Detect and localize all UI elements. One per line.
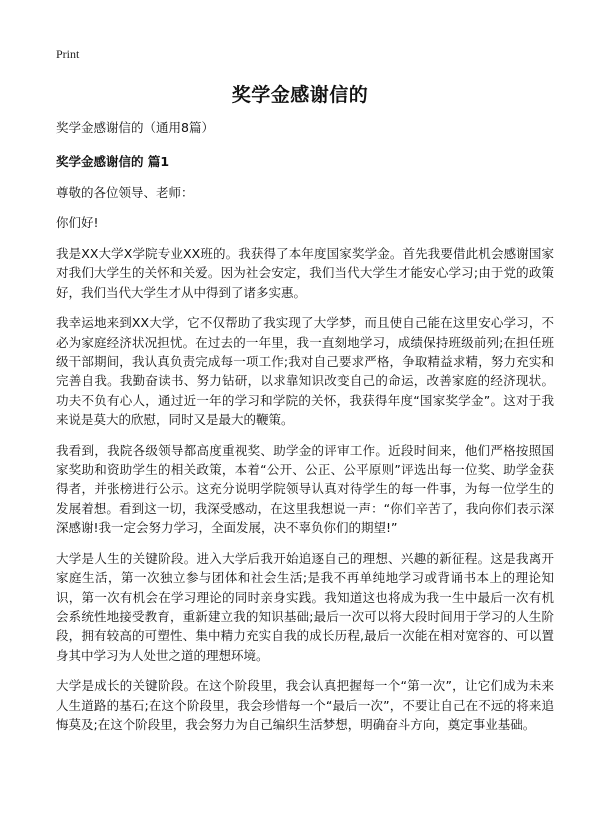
section-heading: 奖学金感谢信的 篇1 (56, 154, 170, 169)
paragraph-2: 我幸运地来到XX大学，它不仅帮助了我实现了大学梦，而且使自己能在这里安心学习，不必为家庭经济状况担忧。在过去的一年里，我一直刻地学习，成绩保持班级前列;在担任班级干部期间，我认真负责完成每一项工作;我对自己要求严格，争取精益求精，努力充实和完善自我。我勤奋读书、努力钻研，以求靠知识改变自己的命运，改善家庭的经济现状。功夫不负有心人，通过近一年的学习和学院的关怀，我获得年度“国家奖学金”。这对于我来说是莫大的欣慰，同时又是最大的鞭策。 (56, 315, 554, 428)
paragraph-3: 我看到，我院各级领导都高度重视奖、助学金的评审工作。近段时间来，他们严格按照国家奖助和资助学生的相关政策，本着“公开、公正、公平原则”评选出每一位奖、助学金获得者，并张榜进行公示。这充分说明学院领导认真对待学生的每一件事，为每一位学生的发展着想。看到这一切，我深受感动，在这里我想说一声：“你们辛苦了，我向你们表示深深感谢!我一定会努力学习，全面发展，决不辜负你们的期望!” (56, 442, 554, 536)
salutation: 尊敬的各位领导、老师： (56, 185, 194, 200)
paragraph-1: 我是XX大学X学院专业XX班的。我获得了本年度国家奖学金。首先我要借此机会感谢国家对我们大学生的关怀和关爱。因为社会安定，我们当代大学生才能安心学习;由于党的政策好，我们当代大学生才从中得到了诸多实惠。 (56, 246, 554, 300)
page-title: 奖学金感谢信的 (231, 84, 369, 106)
paragraph-5: 大学是成长的关键阶段。在这个阶段里，我会认真把握每一个“第一次”，让它们成为未来人生道路的基石;在这个阶段里，我会珍惜每一个“最后一次”，不要让自己在不远的将来追悔莫及;在这个阶段里，我会努力为自己编织生活梦想，明确奋斗方向，奠定事业基础。 (56, 678, 554, 732)
print-link[interactable]: Print (56, 47, 80, 61)
document-subtitle: 奖学金感谢信的（通用8篇） (56, 120, 214, 135)
document-body (56, 119, 554, 745)
greeting: 你们好! (56, 215, 99, 230)
paragraph-4: 大学是人生的关键阶段。进入大学后我开始追逐自己的理想、兴趣的新征程。这是我离开家庭生活，第一次独立参与团体和社会生活;是我不再单纯地学习或背诵书本上的理论知识，第一次有机会在学习理论的同时亲身实践。我知道这也将成为我一生中最后一次有机会系统性地接受教育，重新建立我的知识基础;最后一次可以将大段时间用于学习的人生阶段，拥有较高的可塑性、集中精力充实自我的成长历程,最后一次能在相对宽容的、可以置身其中学习为人处世之道的理想环境。 (56, 550, 554, 663)
